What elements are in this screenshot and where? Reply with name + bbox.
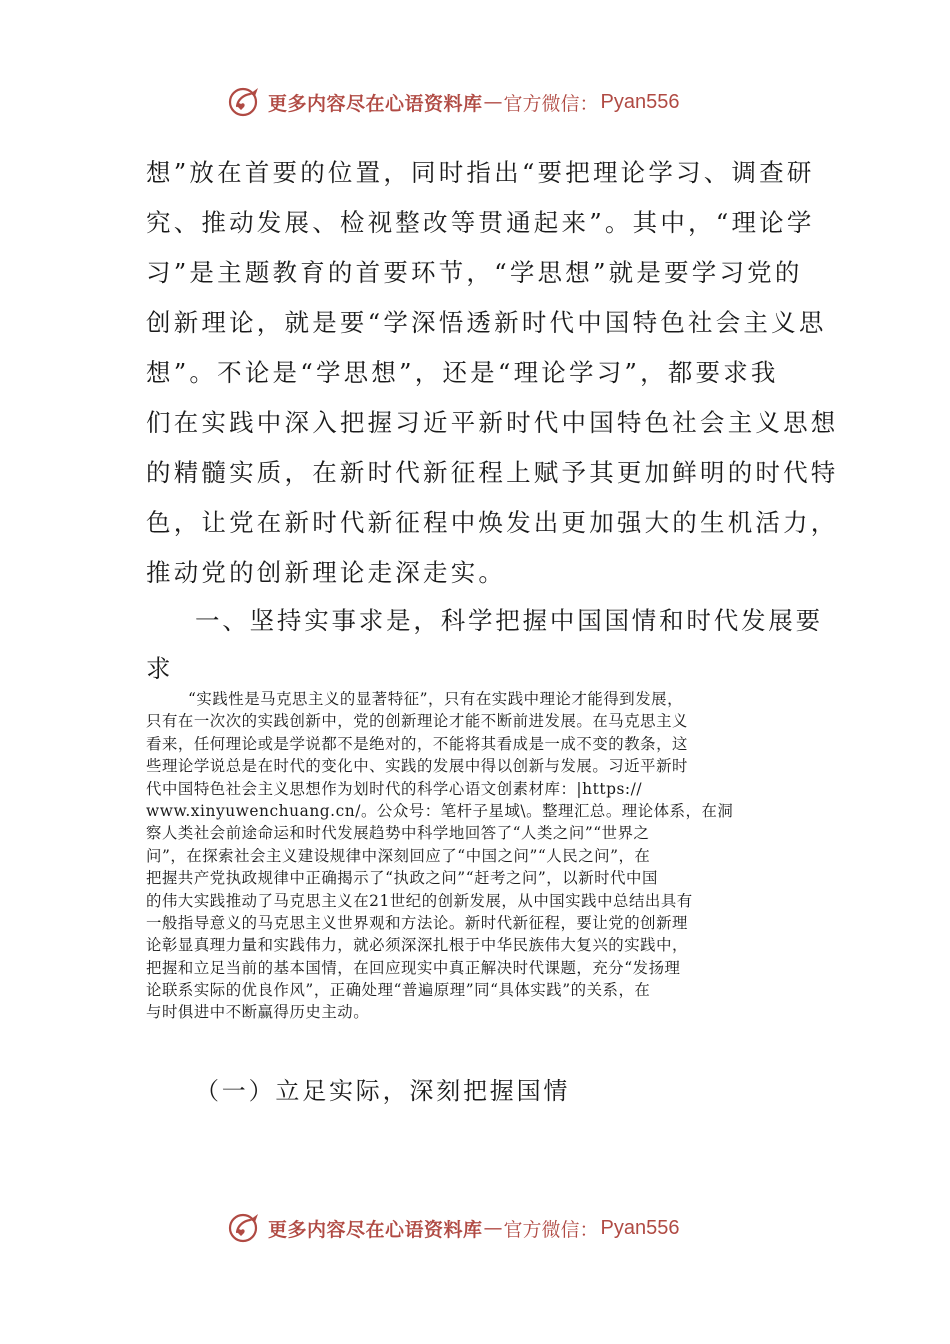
body-line: 究、推动发展、检视整改等贯通起来”。其中，“理论学	[146, 208, 815, 237]
small-line: 论彰显真理力量和实践伟力，就必须深深扎根于中华民族伟大复兴的实践中，	[146, 936, 688, 955]
footer-banner	[228, 1208, 680, 1248]
banner-dash: —	[483, 91, 503, 113]
body-line: 推动党的创新理论走深走实。	[146, 558, 507, 587]
heading-line: 一、坚持实事求是，科学把握中国国情和时代发展要	[195, 606, 823, 635]
body-line: 色，让党在新时代新征程中焕发出更加强大的生机活力，	[146, 508, 839, 537]
small-line: 些理论学说总是在时代的变化中、实践的发展中得以创新与发展。习近平新时	[146, 757, 688, 776]
small-line: 的伟大实践推动了马克思主义在21世纪的创新发展，从中国实践中总结出具有	[146, 891, 693, 910]
body-line: 习”是主题教育的首要环节，“学思想”就是要学习党的	[146, 258, 803, 287]
body-line: 创新理论，就是要“学深悟透新时代中国特色社会主义思	[146, 308, 827, 337]
small-line: 察人类社会前途命运和时代发展趋势中科学地回答了“人类之问”“世界之	[146, 824, 650, 843]
small-line: 论联系实际的优良作风”，正确处理“普遍原理”同“具体实践”的关系，在	[146, 981, 651, 1000]
body-paragraph	[146, 148, 839, 598]
small-line: 问”，在探索社会主义建设规律中深刻回应了“中国之问”“人民之问”，在	[146, 846, 651, 865]
subsection-heading: （一）立足实际，深刻把握国情	[195, 1077, 571, 1105]
body-line: 们在实践中深入把握习近平新时代中国特色社会主义思想	[146, 408, 839, 437]
small-line: 只有在一次次的实践创新中，党的创新理论才能不断前进发展。在马克思主义	[146, 712, 688, 731]
small-line: 把握和立足当前的基本国情，在回应现实中真正解决时代课题，充分“发扬理	[146, 958, 681, 977]
heading-line: 求	[146, 654, 174, 683]
pen-heart-logo-icon	[228, 85, 262, 119]
small-paragraph	[146, 688, 806, 1024]
banner-brand-text: 更多内容尽在心语资料库	[268, 92, 483, 115]
banner-dash: —	[483, 1217, 503, 1239]
banner-wechat-handle: Pyan556	[600, 90, 680, 113]
banner-wechat-label: 官方微信：	[503, 1218, 599, 1241]
body-line: 想”。不论是“学思想”，还是“理论学习”，都要求我	[146, 358, 779, 387]
banner-wechat-label: 官方微信：	[503, 92, 599, 115]
section-heading-1	[146, 597, 823, 693]
pen-heart-logo-icon	[228, 1211, 262, 1245]
banner-wechat-handle: Pyan556	[600, 1216, 680, 1239]
small-line: 把握共产党执政规律中正确揭示了“执政之问”“赶考之问”，以新时代中国	[146, 869, 658, 888]
small-line: 看来，任何理论或是学说都不是绝对的，不能将其看成是一成不变的教条，这	[146, 734, 688, 753]
small-line: “实践性是马克思主义的显著特征”，只有在实践中理论才能得到发展，	[188, 690, 684, 708]
small-line: 一般指导意义的马克思主义世界观和方法论。新时代新征程，要让党的创新理	[146, 913, 688, 932]
small-line: 与时俱进中不断赢得历史主动。	[146, 1003, 370, 1022]
body-line: 想”放在首要的位置，同时指出“要把理论学习、调查研	[146, 158, 815, 187]
banner-brand-text: 更多内容尽在心语资料库	[268, 1218, 483, 1241]
small-line: www.xinyuwenchuang.cn/。公众号：笔杆子星域\。整理汇总。理论体系，在洞	[146, 801, 734, 820]
body-line: 的精髓实质，在新时代新征程上赋予其更加鲜明的时代特	[146, 458, 839, 487]
header-banner	[228, 82, 680, 122]
small-line: 代中国特色社会主义思想作为划时代的科学心语文创素材库：|https://	[146, 779, 643, 798]
